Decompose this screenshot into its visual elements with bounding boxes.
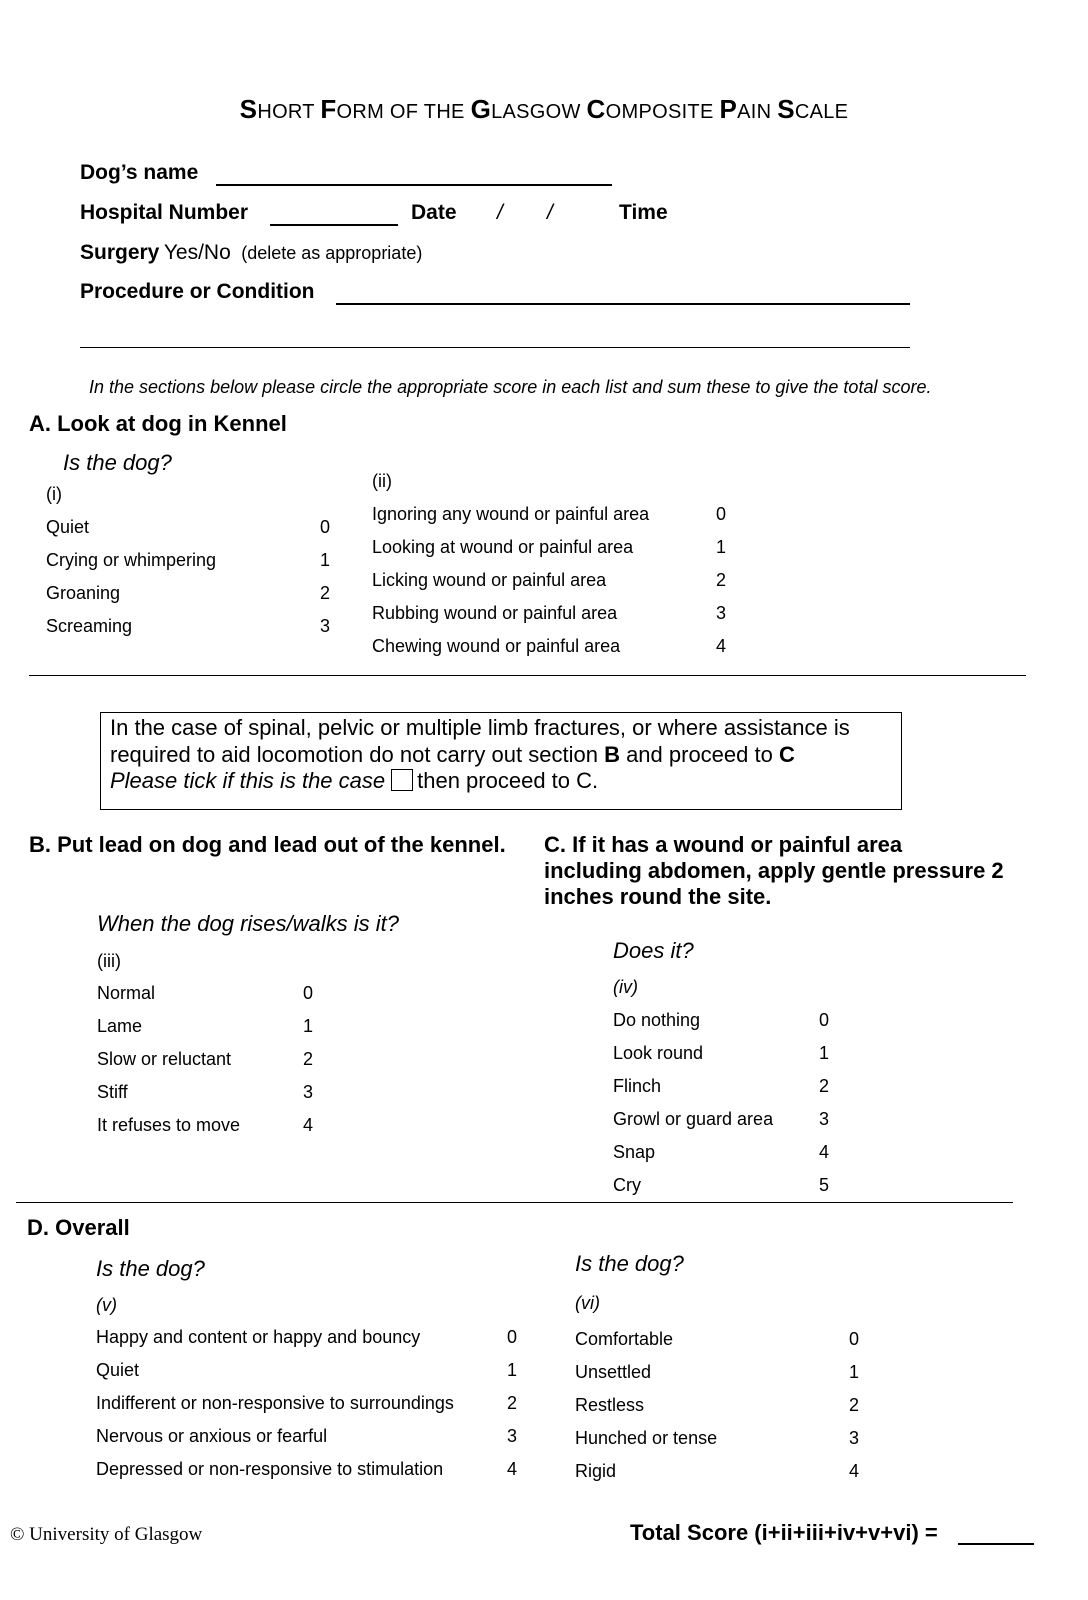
- score-value[interactable]: 1: [320, 550, 331, 570]
- note-tick-prompt: Please tick if this is the case: [110, 768, 386, 793]
- score-value[interactable]: 0: [303, 983, 314, 1003]
- section-c-heading-3: inches round the site.: [544, 884, 772, 909]
- copyright: © University of Glasgow: [10, 1524, 203, 1545]
- note-section-c: C: [778, 742, 795, 767]
- score-value[interactable]: 4: [716, 636, 727, 656]
- score-item-text: Indifferent or non-responsive to surroundings: [96, 1393, 454, 1413]
- total-score-field[interactable]: [958, 1543, 1034, 1545]
- note-line-1: In the case of spinal, pelvic or multiple limb fractures, or where assistance is: [110, 715, 850, 740]
- score-item-text: Stiff: [97, 1082, 128, 1102]
- score-item-text: Comfortable: [575, 1329, 674, 1349]
- list-i-label: (i): [46, 484, 62, 504]
- score-item-text: Snap: [613, 1142, 656, 1162]
- title-part: CALE: [794, 101, 849, 123]
- score-item-text: Do nothing: [613, 1010, 701, 1030]
- title-part: S: [239, 94, 258, 124]
- score-value[interactable]: 1: [819, 1043, 830, 1063]
- score-item-text: Flinch: [613, 1076, 662, 1096]
- title-part: OMPOSITE: [605, 101, 720, 123]
- procedure-label: Procedure or Condition: [80, 280, 315, 303]
- score-value[interactable]: 3: [819, 1109, 830, 1129]
- score-value[interactable]: 2: [320, 583, 331, 603]
- score-value[interactable]: 0: [849, 1329, 860, 1349]
- score-item-text: Growl or guard area: [613, 1109, 774, 1129]
- score-item-text: Nervous or anxious or fearful: [96, 1426, 328, 1446]
- dogs-name-label: Dog’s name: [80, 161, 199, 184]
- score-item-text: Rubbing wound or painful area: [372, 603, 618, 623]
- score-value[interactable]: 4: [819, 1142, 830, 1162]
- section-d-question-v: Is the dog?: [96, 1256, 205, 1281]
- section-d-heading: D. Overall: [27, 1215, 130, 1240]
- dogs-name-field[interactable]: [216, 184, 612, 186]
- score-value[interactable]: 3: [507, 1426, 518, 1446]
- note-line-3: [110, 768, 598, 794]
- page-title: [0, 94, 1088, 125]
- score-item-text: Quiet: [46, 517, 90, 537]
- score-item-text: Lame: [97, 1016, 143, 1036]
- section-c-heading-2: including abdomen, apply gentle pressure 2: [544, 858, 1004, 883]
- title-part: F: [320, 94, 337, 124]
- score-value[interactable]: 3: [303, 1082, 314, 1102]
- procedure-field-continued[interactable]: [80, 347, 910, 348]
- score-item-text: Crying or whimpering: [46, 550, 217, 570]
- title-part: G: [470, 94, 492, 124]
- date-separator: /: [497, 201, 503, 224]
- score-value[interactable]: 1: [849, 1362, 860, 1382]
- score-item-text: Chewing wound or painful area: [372, 636, 621, 656]
- score-item-text: Licking wound or painful area: [372, 570, 607, 590]
- score-value[interactable]: 4: [507, 1459, 518, 1479]
- score-item-text: Depressed or non-responsive to stimulation: [96, 1459, 444, 1479]
- score-value[interactable]: 3: [320, 616, 331, 636]
- section-b-heading: B. Put lead on dog and lead out of the kennel.: [29, 832, 506, 857]
- section-c-question: Does it?: [613, 938, 694, 963]
- list-v-label: (v): [96, 1295, 117, 1315]
- score-item-text: Groaning: [46, 583, 121, 603]
- surgery-label: Surgery: [80, 241, 160, 264]
- time-label: Time: [619, 201, 668, 224]
- date-separator: /: [547, 201, 553, 224]
- title-part: AIN: [737, 101, 778, 123]
- hospital-number-field[interactable]: [270, 224, 398, 226]
- note-text: then proceed to C.: [417, 768, 599, 793]
- score-item-text: It refuses to move: [97, 1115, 241, 1135]
- hospital-number-label: Hospital Number: [80, 201, 249, 224]
- procedure-field[interactable]: [336, 303, 910, 305]
- instructions: In the sections below please circle the appropriate score in each list and sum these to give the total score.: [89, 377, 932, 397]
- surgery-row: [80, 241, 422, 265]
- score-value[interactable]: 3: [849, 1428, 860, 1448]
- list-iii-label: (iii): [97, 951, 121, 971]
- score-value[interactable]: 0: [507, 1327, 518, 1347]
- note-section-b: B: [604, 742, 620, 767]
- section-c-heading-1: C. If it has a wound or painful area: [544, 832, 903, 857]
- title-part: C: [586, 94, 606, 124]
- score-value[interactable]: 0: [716, 504, 727, 524]
- divider: [29, 675, 1026, 676]
- score-item-text: Rigid: [575, 1461, 617, 1481]
- score-value[interactable]: 4: [303, 1115, 314, 1135]
- title-part: S: [777, 94, 795, 124]
- score-item-text: Hunched or tense: [575, 1428, 718, 1448]
- score-value[interactable]: 1: [507, 1360, 518, 1380]
- score-item-text: Quiet: [96, 1360, 140, 1380]
- score-item-text: Slow or reluctant: [97, 1049, 232, 1069]
- score-item-text: Restless: [575, 1395, 645, 1415]
- score-value[interactable]: 1: [303, 1016, 314, 1036]
- score-item-text: Ignoring any wound or painful area: [372, 504, 650, 524]
- score-item-text: Looking at wound or painful area: [372, 537, 634, 557]
- score-value[interactable]: 4: [849, 1461, 860, 1481]
- note-line-2: [110, 742, 795, 768]
- date-label: Date: [411, 201, 457, 224]
- score-value[interactable]: 2: [303, 1049, 314, 1069]
- title-part: HORT: [257, 101, 321, 123]
- total-score-label: Total Score (i+ii+iii+iv+v+vi) =: [630, 1520, 938, 1545]
- score-value[interactable]: 0: [320, 517, 331, 537]
- list-iv-label: (iv): [613, 977, 638, 997]
- note-text: and proceed to: [619, 742, 779, 767]
- score-item-text: Happy and content or happy and bouncy: [96, 1327, 421, 1347]
- score-value[interactable]: 3: [716, 603, 727, 623]
- score-value[interactable]: 2: [819, 1076, 830, 1096]
- tick-checkbox[interactable]: [391, 769, 413, 791]
- section-a-question: Is the dog?: [63, 450, 172, 475]
- score-value[interactable]: 2: [716, 570, 727, 590]
- score-value[interactable]: 1: [716, 537, 727, 557]
- section-a-heading: A. Look at dog in Kennel: [29, 411, 287, 436]
- title-part: ORM OF THE: [336, 101, 471, 123]
- score-value[interactable]: 0: [819, 1010, 830, 1030]
- score-item-text: Normal: [97, 983, 156, 1003]
- surgery-note: (delete as appropriate): [241, 243, 423, 263]
- score-value[interactable]: 5: [819, 1175, 830, 1195]
- divider: [16, 1202, 1013, 1203]
- section-b-question: When the dog rises/walks is it?: [97, 911, 400, 936]
- list-vi-label: (vi): [575, 1293, 600, 1313]
- section-d-question-vi: Is the dog?: [575, 1251, 684, 1276]
- list-ii-label: (ii): [372, 471, 392, 491]
- title-part: P: [719, 94, 738, 124]
- score-item-text: Screaming: [46, 616, 133, 636]
- title-part: LASGOW: [491, 101, 587, 123]
- score-item-text: Cry: [613, 1175, 641, 1195]
- score-value[interactable]: 2: [507, 1393, 518, 1413]
- score-item-text: Unsettled: [575, 1362, 652, 1382]
- score-value[interactable]: 2: [849, 1395, 860, 1415]
- note-text: required to aid locomotion do not carry out section: [110, 742, 605, 767]
- surgery-options[interactable]: Yes/No: [163, 241, 231, 264]
- score-item-text: Look round: [613, 1043, 704, 1063]
